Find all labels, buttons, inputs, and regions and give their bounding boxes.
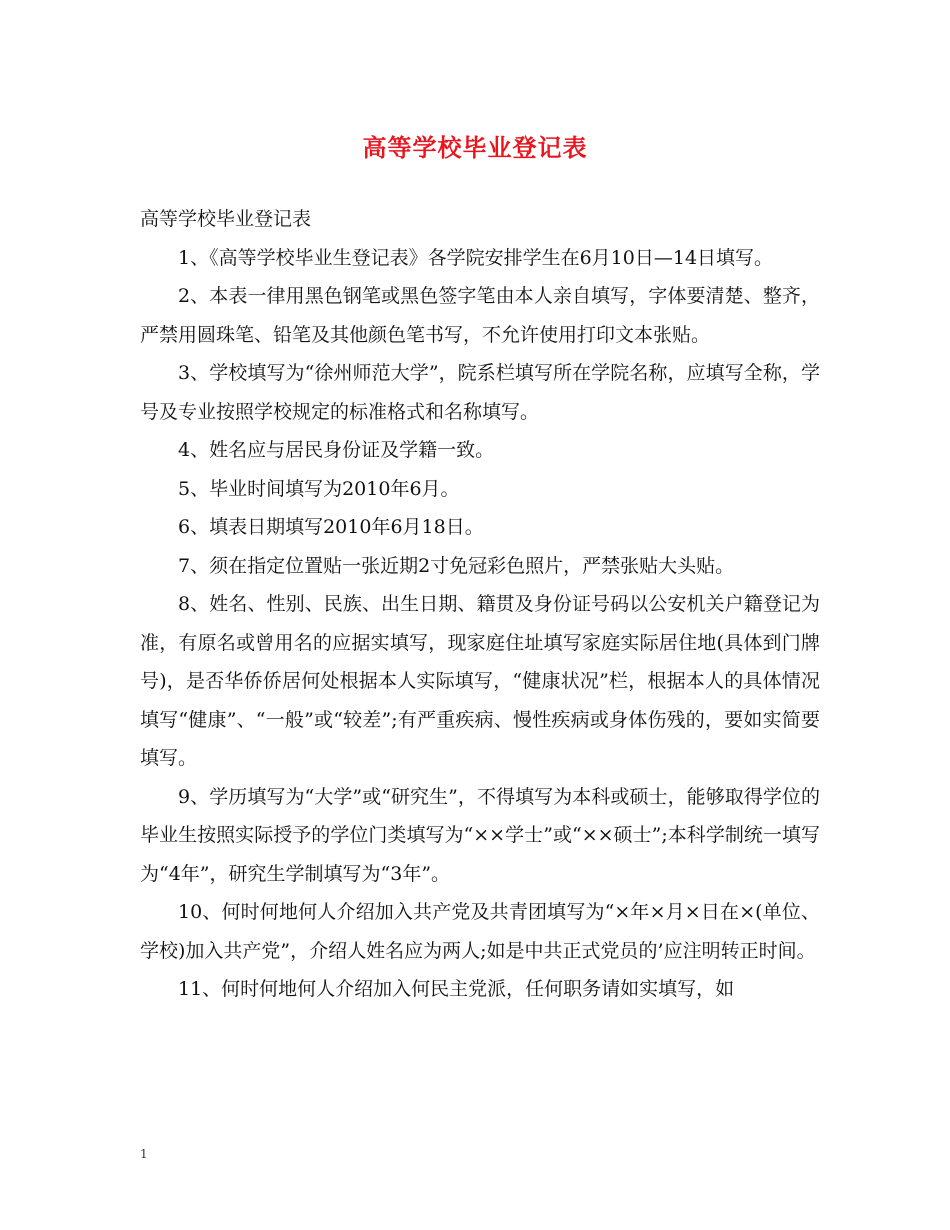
paragraph-10: 10、何时何地何人介绍加入共产党及共青团填写为“×年×月×日在×(单位、学校)加入共产党”，介绍人姓名应为两人;如是中共正式党员的’应注明转正时间。 [140,901,820,962]
document-title: 高等学校毕业登记表 [362,133,588,162]
paragraph-11: 11、何时何地何人介绍加入何民主党派，任何职务请如实填写，如 [178,978,735,1000]
paragraph-9: 9、学历填写为“大学”或“研究生”，不得填写为本科或硕士，能够取得学位的毕业生按照实际授予的学位门类填写为“××学士”或“××硕士”;本科学制统一填写为“4年”，研究生学制填写为“3年”。 [140,785,820,885]
paragraph-2: 2、本表一律用黑色钢笔或黑色签字笔由本人亲自填写，字体要清楚、整齐，严禁用圆珠笔、铅笔及其他颜色笔书写，不允许使用打印文本张贴。 [140,285,820,346]
page-number: 1 [140,1147,148,1161]
paragraph-6: 6、填表日期填写2010年6月18日。 [178,516,484,538]
paragraph-4: 4、姓名应与居民身份证及学籍一致。 [178,439,495,461]
paragraph-8: 8、姓名、性别、民族、出生日期、籍贯及身份证号码以公安机关户籍登记为准，有原名或曾用名的应据实填写，现家庭住址填写家庭实际居住地(具体到门牌号)，是否华侨侨居何处根据本人实际填写，“健康状况”栏，根据本人的具体情况填写“健康”、“一般”或“较差”;有严重疾病、慢性疾病或身体伤残的，要如实简要填写。 [140,593,820,769]
paragraph-5: 5、毕业时间填写为2010年6月。 [178,477,460,500]
document-subtitle: 高等学校毕业登记表 [140,208,312,230]
document-body [140,200,820,1009]
paragraph-7: 7、须在指定位置贴一张近期2寸免冠彩色照片，严禁张贴大头贴。 [178,554,735,577]
paragraph-1: 1、《高等学校毕业生登记表》各学院安排学生在6月10日—14日填写。 [178,246,774,269]
paragraph-3: 3、学校填写为“徐州师范大学”，院系栏填写所在学院名称，应填写全称，学号及专业按照学校规定的标准格式和名称填写。 [140,362,820,423]
